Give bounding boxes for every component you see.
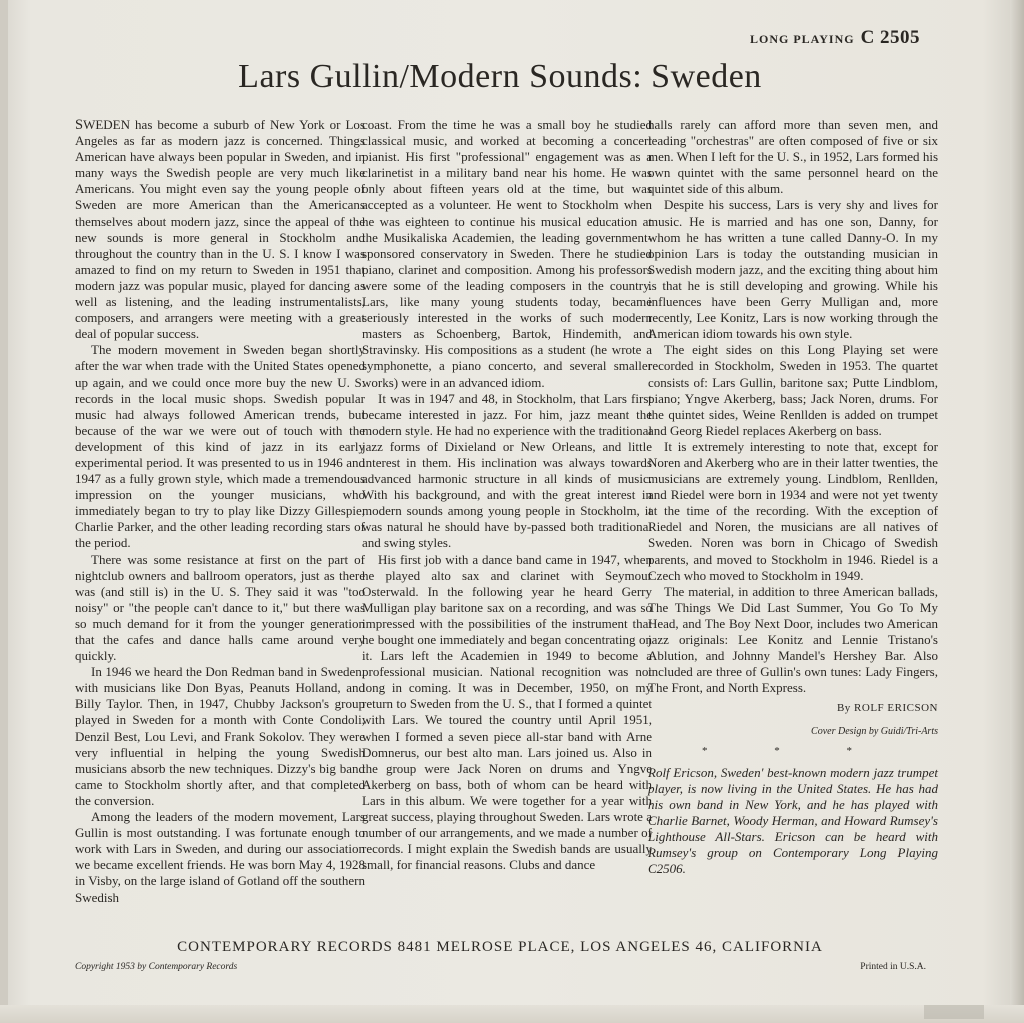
liner-notes-column-1 [75,117,365,906]
section-divider: * * * [702,744,884,757]
printed-in: Printed in U.S.A. [860,962,926,972]
copyright-notice: Copyright 1953 by Contemporary Records [75,962,238,972]
catalog-label: LONG PLAYING [750,32,855,46]
page-title: Lars Gullin/Modern Sounds: Sweden [238,58,762,95]
catalog-code: C 2505 [860,27,921,48]
paragraph: Despite his success, Lars is very shy and lives for music. He is married and has one son, Danny, for whom he has written a tune called Danny-O. In my opinion Lars is today the outstanding musician in Swedish modern jazz, and the exciting thing about him is that he is still developing and growing. While his influences have been Gerry Mulligan and, more recently, Lee Konitz, Lars is now working through the American idiom towards his own style. [648,197,938,342]
paragraph: The modern movement in Sweden began shortly after the war when trade with the United States opened up again, and we could once more buy the new U. S. records in the local music shops. Swedish popular music had always followed American trends, but because of the war we were out of touch with the development of this kind of jazz in its early experimental period. It was presented to us in 1946 and 1947 as a fully grown style, which made a tremendous impression on the younger musicians, who immediately began to try to play like Dizzy Gillespie, Charlie Parker, and the other leading recording stars of the period. [75,342,365,551]
drop-cap: S [75,117,84,133]
paragraph: The material, in addition to three American ballads, The Things We Did Last Summer, You Go To My Head, and The Boy Next Door, includes two American jazz originals: Lee Konitz and Lennie Tristano's Ablution, and Johnny Mandel's Hershey Bar. Also included are three of Gullin's own tunes: Lady Fingers, The Front, and North Express. [648,583,938,696]
sleeve-bottom-edge [0,1005,1024,1023]
author-bio: Rolf Ericson, Sweden' best-known modern jazz trumpet player, is now living in the United States. He has had his own band in New York, and he has played with Charlie Barnet, Woody Herman, and Howard Rumsey's Lighthouse All-Stars. Ericson can be heard with Rumsey's group on Contemporary Long Playing C2506. [648,764,938,877]
sleeve-right-edge [1010,0,1024,1023]
author-signature: By ROLF ERICSON [836,702,938,715]
paragraph: In 1946 we heard the Don Redman band in Sweden, with musicians like Don Byas, Peanuts Holland, and Billy Taylor. Then, in 1947, Chubby Jackson's group played in Sweden for a month with Conte Condoli, Denzil Best, Lou Levi, and Frank Sokolov. They were very influential in helping the young Swedish musicians absorb the new techniques. Dizzy's big band came to Stockholm shortly after, and that completed the conversion. [75,664,365,808]
paragraph: There was some resistance at first on the part of nightclub owners and ballroom operators, just as there was (and still is) in the U. S. They said it was "too noisy" or "the people can't dance to it," but there was so much demand for it from the younger generation that the cafes and dance halls came around very quickly. [75,551,365,664]
label-address: CONTEMPORARY RECORDS 8481 MELROSE PLACE, LOS ANGELES 46, CALIFORNIA [177,939,823,955]
paragraph: coast. From the time he was a small boy he studied classical music, and worked at becoming a concert pianist. His first "professional" engagement was as a clarinetist in a military band near his home. He was only about fifteen years old at the time, but was accepted as a volunteer. He went to Stockholm when he was eighteen to continue his musical education at the Musikaliska Academien, the leading government-sponsored conservatory in Sweden. There he studied piano, clarinet and composition. Among his professors were some of the leading composers in the country. Lars, like many young students today, became seriously interested in the works of such modern masters as Schoenberg, Bartok, Hindemith, and Stravinsky. His compositions as a student (he wrote a symphonette, a piano concerto, and several smaller works) were in an advanced idiom. [362,117,652,390]
wear-mark [924,1005,984,1019]
paragraph: The eight sides on this Long Playing set were recorded in Stockholm, Sweden in 1953. The quartet consists of: Lars Gullin, baritone sax; Putte Lindblom, piano; Yngve Akerberg, bass; Jack Noren, drums. For the quintet sides, Weine Renllden is added on trumpet and Georg Riedel replaces Akerberg on bass. [648,342,938,438]
paragraph: It is extremely interesting to note that, except for Noren and Akerberg who are in their latter twenties, the musicians are extremely young. Lindblom, Renllden, and Riedel were born in 1934 and were not yet twenty at the time of the recording. With the exception of Riedel and Noren, the musicians are all natives of Sweden. Noren was born in Chicago of Swedish parents, and moved to Stockholm in 1946. Riedel is a Czech who moved to Stockholm in 1949. [648,438,938,583]
paragraph: Among the leaders of the modern movement, Lars Gullin is most outstanding. I was fortunate enough to work with Lars in Sweden, and during our association we became excellent friends. He was born May 4, 1928 in Visby, on the large island of Gotland off the southern Swedish [75,809,365,905]
catalog-number [750,27,920,49]
cover-design-credit: Cover Design by Guidi/Tri-Arts [811,726,938,738]
liner-notes-column-3 [648,117,938,877]
liner-notes-column-2 [362,117,652,873]
paragraph-text: WEDEN has become a suburb of New York or Los Angeles as far as modern jazz is concerned. Things American have always been popular in Sweden, and in many ways the Swedish people are very much like Americans. You might even say the young people of Sweden are more American than the Americans themselves about modern jazz, since the appeal of the new sounds is more general in Stockholm and throughout the country than in the U. S. I know I was amazed to find on my return to Sweden in 1951 that modern jazz was popular music, played for dancing as well as listening, and the leading instrumentalists, composers, and arrangers were meeting with a great deal of popular success. [75,117,365,342]
paragraph: His first job with a dance band came in 1947, when he played alto sax and clarinet with Seymour Osterwald. In the following year he heard Gerry Mulligan play baritone sax on a recording, and was so impressed with the possibilities of the instrument that he bought one immediately and began concentrating on it. Lars left the Academien in 1949 to become a professional musician. National recognition was not long in coming. It was in December, 1950, on my return to Sweden from the U. S., that I formed a quintet with Lars. We toured the country until April 1951, when I formed a seven piece all-star band with Arne Domnerus, our best alto man. Lars joined us. Also in the group were Jack Noren on drums and Yngve Akerberg on bass, both of whom can be heard with Lars in this album. We were together for a year with great success, playing throughout Sweden. Lars wrote a number of our arrangements, and we made a number of records. I might explain the Swedish bands are usually small, for financial reasons. Clubs and dance [362,551,652,873]
sleeve-left-edge [0,0,8,1023]
paragraph: It was in 1947 and 48, in Stockholm, that Lars first became interested in jazz. For him, jazz meant the modern style. He had no experience with the traditional jazz forms of Dixieland or New Orleans, and little interest in them. His inclination was always towards advanced harmonic structure in all kinds of music. With his background, and with the great interest in modern sounds among young people in Stockholm, it was natural he should have by-passed both traditional and swing styles. [362,390,652,551]
paragraph: halls rarely can afford more than seven men, and leading "orchestras" are often composed of five or six men. When I left for the U. S., in 1952, Lars formed his own quintet with the same personnel heard on the quintet side of this album. [648,117,938,197]
paragraph [75,117,365,342]
